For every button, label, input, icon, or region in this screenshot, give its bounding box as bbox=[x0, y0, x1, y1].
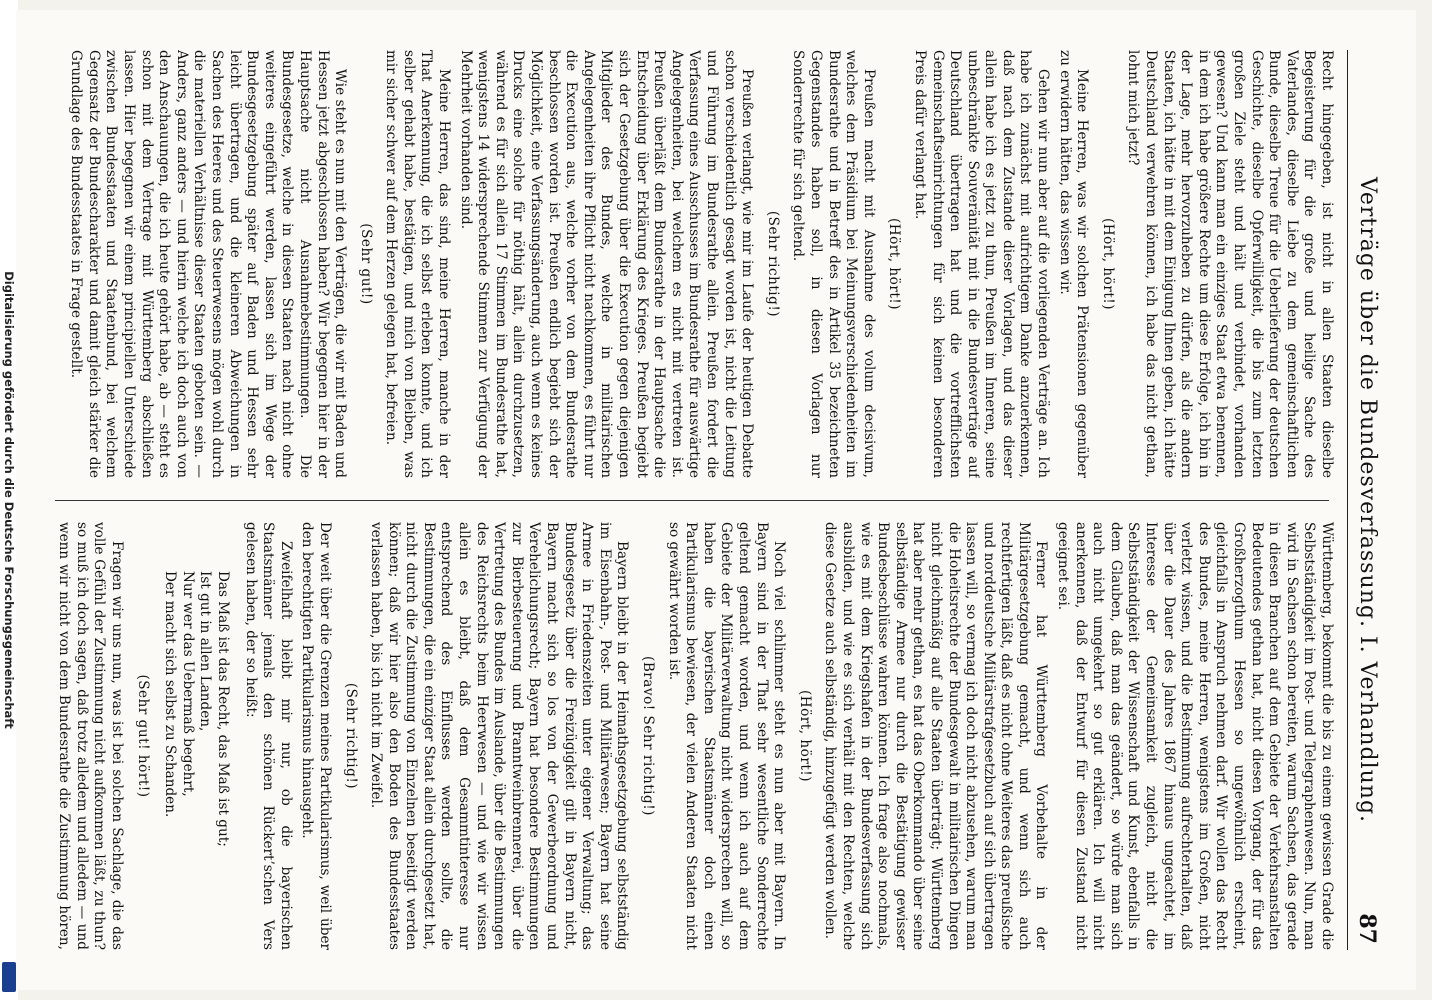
audience-reaction: (Sehr richtig!) bbox=[764, 210, 781, 318]
left-column bbox=[55, 50, 1335, 478]
audience-reaction: (Sehr richtig!) bbox=[342, 682, 359, 790]
paragraph: Meine Herren, was wir solchen Prätensionen gegenüber zu erwidern hätten, das wissen wir. bbox=[1056, 50, 1091, 478]
paragraph: Ferner hat Württemberg Vorbehalte in der Militärgesetzgebung gemacht, und wenn sich auch rechtfertigen läßt, daß es nicht ohne Weiteres das preußische und norddeutsche Militärstrafgesetzbuch auf sich übertragen lassen will, so vermag ich doch nicht abzusehen, warum man die Hoheitsrechte der Bundesgewalt in militairischen Dingen nicht gleichmäßig auf alle Staaten überträgt; Württemberg hat aber mehr gethan, es hat das Oberkommando über seine selbständige Armee nur durch die Bestätigung gewisser Bundesbeschlüsse wahren können. Ich frage also nochmals, wie es mit dem Kriegshafen in der Bundesverfassung sich ausbilden, und wie es sich verhält mit den Rechten, welche diese Gesetze auch selbständig, hinzugefügt werden wollen. bbox=[822, 522, 1050, 950]
paragraph: Gehen wir nun aber auf die vorliegenden Verträge an. Ich habe ich zunächst mit aufrichtigem Danke anzuerkennen, daß nach dem Zustande dieser Vorlagen, und das dieser allein habe ich es jetzt zu thun, Preußen im Inneren, seine unbeschränkte Souveränität mit in die Bundesverträge auf Deutschland übertragen hat und die vortrefflichsten Gemeinschaftseinrichtungen für sich keinen besonderen Preis dafür verlangt hat. bbox=[911, 50, 1052, 478]
paragraph: Fragen wir uns nun, was ist bei solchen Sachlage, die das volle Gefühl der Zustimmung nicht aufkommen läßt, zu thun? so muß ich doch sagen, daß trotz alledem und alledem — und wenn wir nicht von dem Bundesrathe die Zustimmung hören, bbox=[56, 522, 125, 950]
digitization-credit-text: Digitalisierung gefördert durch die Deutsche Forschungsgemeinschaft bbox=[2, 271, 16, 729]
audience-reaction: (Hört, hört!) bbox=[886, 217, 903, 311]
page-number: 87 bbox=[1354, 913, 1380, 944]
verse-line: Der macht sich selbst zu Schanden. bbox=[162, 570, 179, 818]
running-title: Verträge über die Bundesverfassung. I. Verhandlung. bbox=[1355, 176, 1380, 824]
paragraph: Wie steht es nun mit den Verträgen, die wir mit Baden und Hessen jetzt abgeschlossen haben? Wir begegnen hier in der Hauptsache nicht Ausnahmebestimmungen. Die Bundesgesetze, welche in diesen Staaten nach nicht ohne weiteres eingeführt werden, lassen sich im Wege der Bundesgesetzgebung später auf Baden und Hessen sehr leicht übertragen, und die kleineren Abweichungen in Sachen des Heeres und des Steuerwesens mögen wohl durch die materiellen Verhältnisse dieser Staaten geboten sein. — Anders, ganz anders — und hierin welche ich doch auch von den Anschauungen, die ich heute gehört habe, ab — steht es schon mit dem Vertrage mit Württemberg abschließen lassen. Hier begegnen wir einem principiellen Unterschiede zwischen Bundesstaaten und Staatenbund, bei welchem Gegensatz der Bundescharakter und damit gleich stärker die Grundlage des Bundesstaates in Frage gestellt. bbox=[68, 50, 349, 478]
paragraph: Bayern bleibt in der Heimathsgesetzgebung selbstständig im Eisenbahn-, Post- und Militärwesen; Bayern hat seine Armee in Friedenszeiten unter eigener Verwaltung; das Bundesgesetz über die Freizügigkeit gilt in Bayern nicht, Bayern macht sich so los von der Gewerbeordnung und Verehelichungsrecht; Bayern hat besondere Bestimmungen zur Bierbesteuerung und Branntweinbrennerei, über die Vertretung des Bundes im Auslande, über die Bestimmungen des Reichsrechts beim Heerwesen — und wie wir wissen allein es bleibt, daß dem Gesammtinteresse nur entsprechend des Einflusses werden sollte, die Bestimmungen, die ein einziger Staat allein durchgesetzt hat, nicht durch die Zustimmung von Einzelnen beseitigt werden können; daß wir hier also den Boden des Bundesstaates verlassen haben, bis ich nicht im Zweifel. bbox=[368, 522, 631, 950]
audience-reaction: (Bravo! Sehr richtig!) bbox=[640, 656, 657, 816]
dfg-logo-icon bbox=[2, 962, 16, 992]
verse-line: Das Maß ist das Recht, das Maß ist gut; bbox=[214, 570, 231, 847]
paragraph: Württemberg, bekommt die bis zu einem gewissen Grade die Selbstständigkeit im Post- und Telegraphenwesen. Nun, man wird in Sachsen schon bereiten, warum Sachsen, das gerade in diesen Branchen auf dem Gebiete der Verkehrsanstalten Bedeutendes gethan hat, nicht diesen Vorgang, der für das Großherzogthum Hessen so ungewöhnlich erscheint, gleichfalls in Anspruch nehmen darf. Wir wollen das Recht des Bundes, meine Herren, wenigstens im Großen, nicht verletzt wissen, und die Bestimmung aufrechterhalten, daß über die Dauer des Jahres 1867 hinaus ungeachtet, im Interesse der Gemeinsamkeit zugleich, nicht die Selbstständigkeit der Wissenschaft und Kunst, ebenfalls in dem Glauben, daß man das geändert, so würde man sich auch nicht umgekehrt so gut erklären. Ich will nicht anerkennen, daß der Entwurf für diesen Zustand nicht geeignet sei. bbox=[1055, 522, 1335, 950]
verse-line: Nur wer das Uebermaß begehrt, bbox=[179, 570, 196, 797]
running-header bbox=[1347, 50, 1382, 950]
scanned-page bbox=[16, 10, 1416, 990]
paragraph: Recht hingegeben, ist nicht in allen Staaten dieselbe Begeisterung für die große und heilige Sache des Vaterlandes, dieselbe Liebe zu dem gemeinschaftlichen Bunde, dieselbe Treue für die Ueberlieferung der deutschen Geschichte, dieselbe Opferwilligkeit, die bis zum letzten großen Ziele steht und hält und verbindet, vorhanden gewesen? Und kann man ein einziges Staat etwa benennen, in dem ich habe größere Rechte um diese Erfolge, ich bin in der Lage, mehr hervorzuheben zu dürfen, als die andern Staaten, ich hätte in mit dem Einigung Ihnen geben, ich hätte Deutschland verwehren können, ich habe das nicht gethan, lohnt mich jetzt? bbox=[1125, 50, 1335, 478]
right-column bbox=[55, 522, 1335, 950]
verse-line: Ist gut in allen Landen, bbox=[197, 570, 214, 732]
audience-reaction: (Sehr gut!) bbox=[357, 223, 374, 305]
paragraph: Preußen macht mit Ausnahme des volum decisivum, welches dem Präsidium bei Meinungsverschiedenheiten im Bundesrathe und in Betreff des in Artikel 35 bezeichneten Gegenstandes haben soll, in diesen Vorlagen nur Sonderrechte für sich geltend. bbox=[790, 50, 877, 478]
paragraph: Der weit über die Grenzen meines Partikularismus, weil über den berechtigten Partikularismus hinausgeht. bbox=[299, 522, 333, 950]
paragraph: Meine Herren, das sind, meine Herren, manche in der That Anerkennung, die ich selbst erleben konnte, und ich selber gehabt habe, bestätigen, und mich von Bleiben, was mir sicher schwer auf dem Herzen gelegen hat, befreien. bbox=[383, 50, 453, 478]
audience-reaction: (Hört, hört!) bbox=[1099, 217, 1116, 311]
paragraph: Preußen verlangt, wie mir im Laufe der heutigen Debatte schon verschiedentlich gesagt worden ist, nicht die Leitung und Führung im Bundesrathe allein. Preußen fordert die Verfassung eines Ausschusses im Bundesrathe für auswärtige Angelegenheiten, bei welchem es nicht mit vertreten ist. Preußen überläßt dem Bundesrathe in der Hauptsache die Entscheidung über Erklärung des Krieges. Preußen begiebt sich der Gesetzgebung über die Execution gegen diejenigen Mitglieder des Bundes, welche in militairischen Angelegenheiten ihre Pflicht nicht nachkommen, es führt nur die Execution aus, welche vorher von dem Bundesrathe beschlossen worden ist. Preußen endlich begiebt sich der Möglichkeit, eine Verfassungsänderung, auch wenn es keines Drucks eine solche für nöthig hält, allein durchzusetzen, während es für sich allein 17 Stimmen im Bundesrathe hat, wenigstens 14 widersprechende Stimmen zur Verfügung der Mehrheit vorhanden sind. bbox=[457, 50, 756, 478]
column-divider bbox=[55, 500, 1329, 501]
paragraph: Zweifelhaft bleibt mir nur, ob die bayerischen Staatsmänner jemals den schönen Rückert’schen Vers gelesen haben, der so heißt: bbox=[242, 522, 294, 950]
text-columns bbox=[55, 50, 1335, 950]
audience-reaction: (Sehr gut! hört!) bbox=[134, 674, 151, 798]
audience-reaction: (Hört, hört!) bbox=[796, 689, 813, 783]
paragraph: Noch viel schlimmer steht es nun aber mit Bayern. In Bayern sind in der That sehr wesentliche Sonderrechte geltend gemacht worden, und wenn ich auch auf dem Gebiete der Militärverwaltung nicht widersprechen will, so haben die bayerischen Staatsmänner doch einen Partikularismus bewiesen, der vielen Anderen Staaten nicht so gewährt worden ist. bbox=[665, 522, 788, 950]
